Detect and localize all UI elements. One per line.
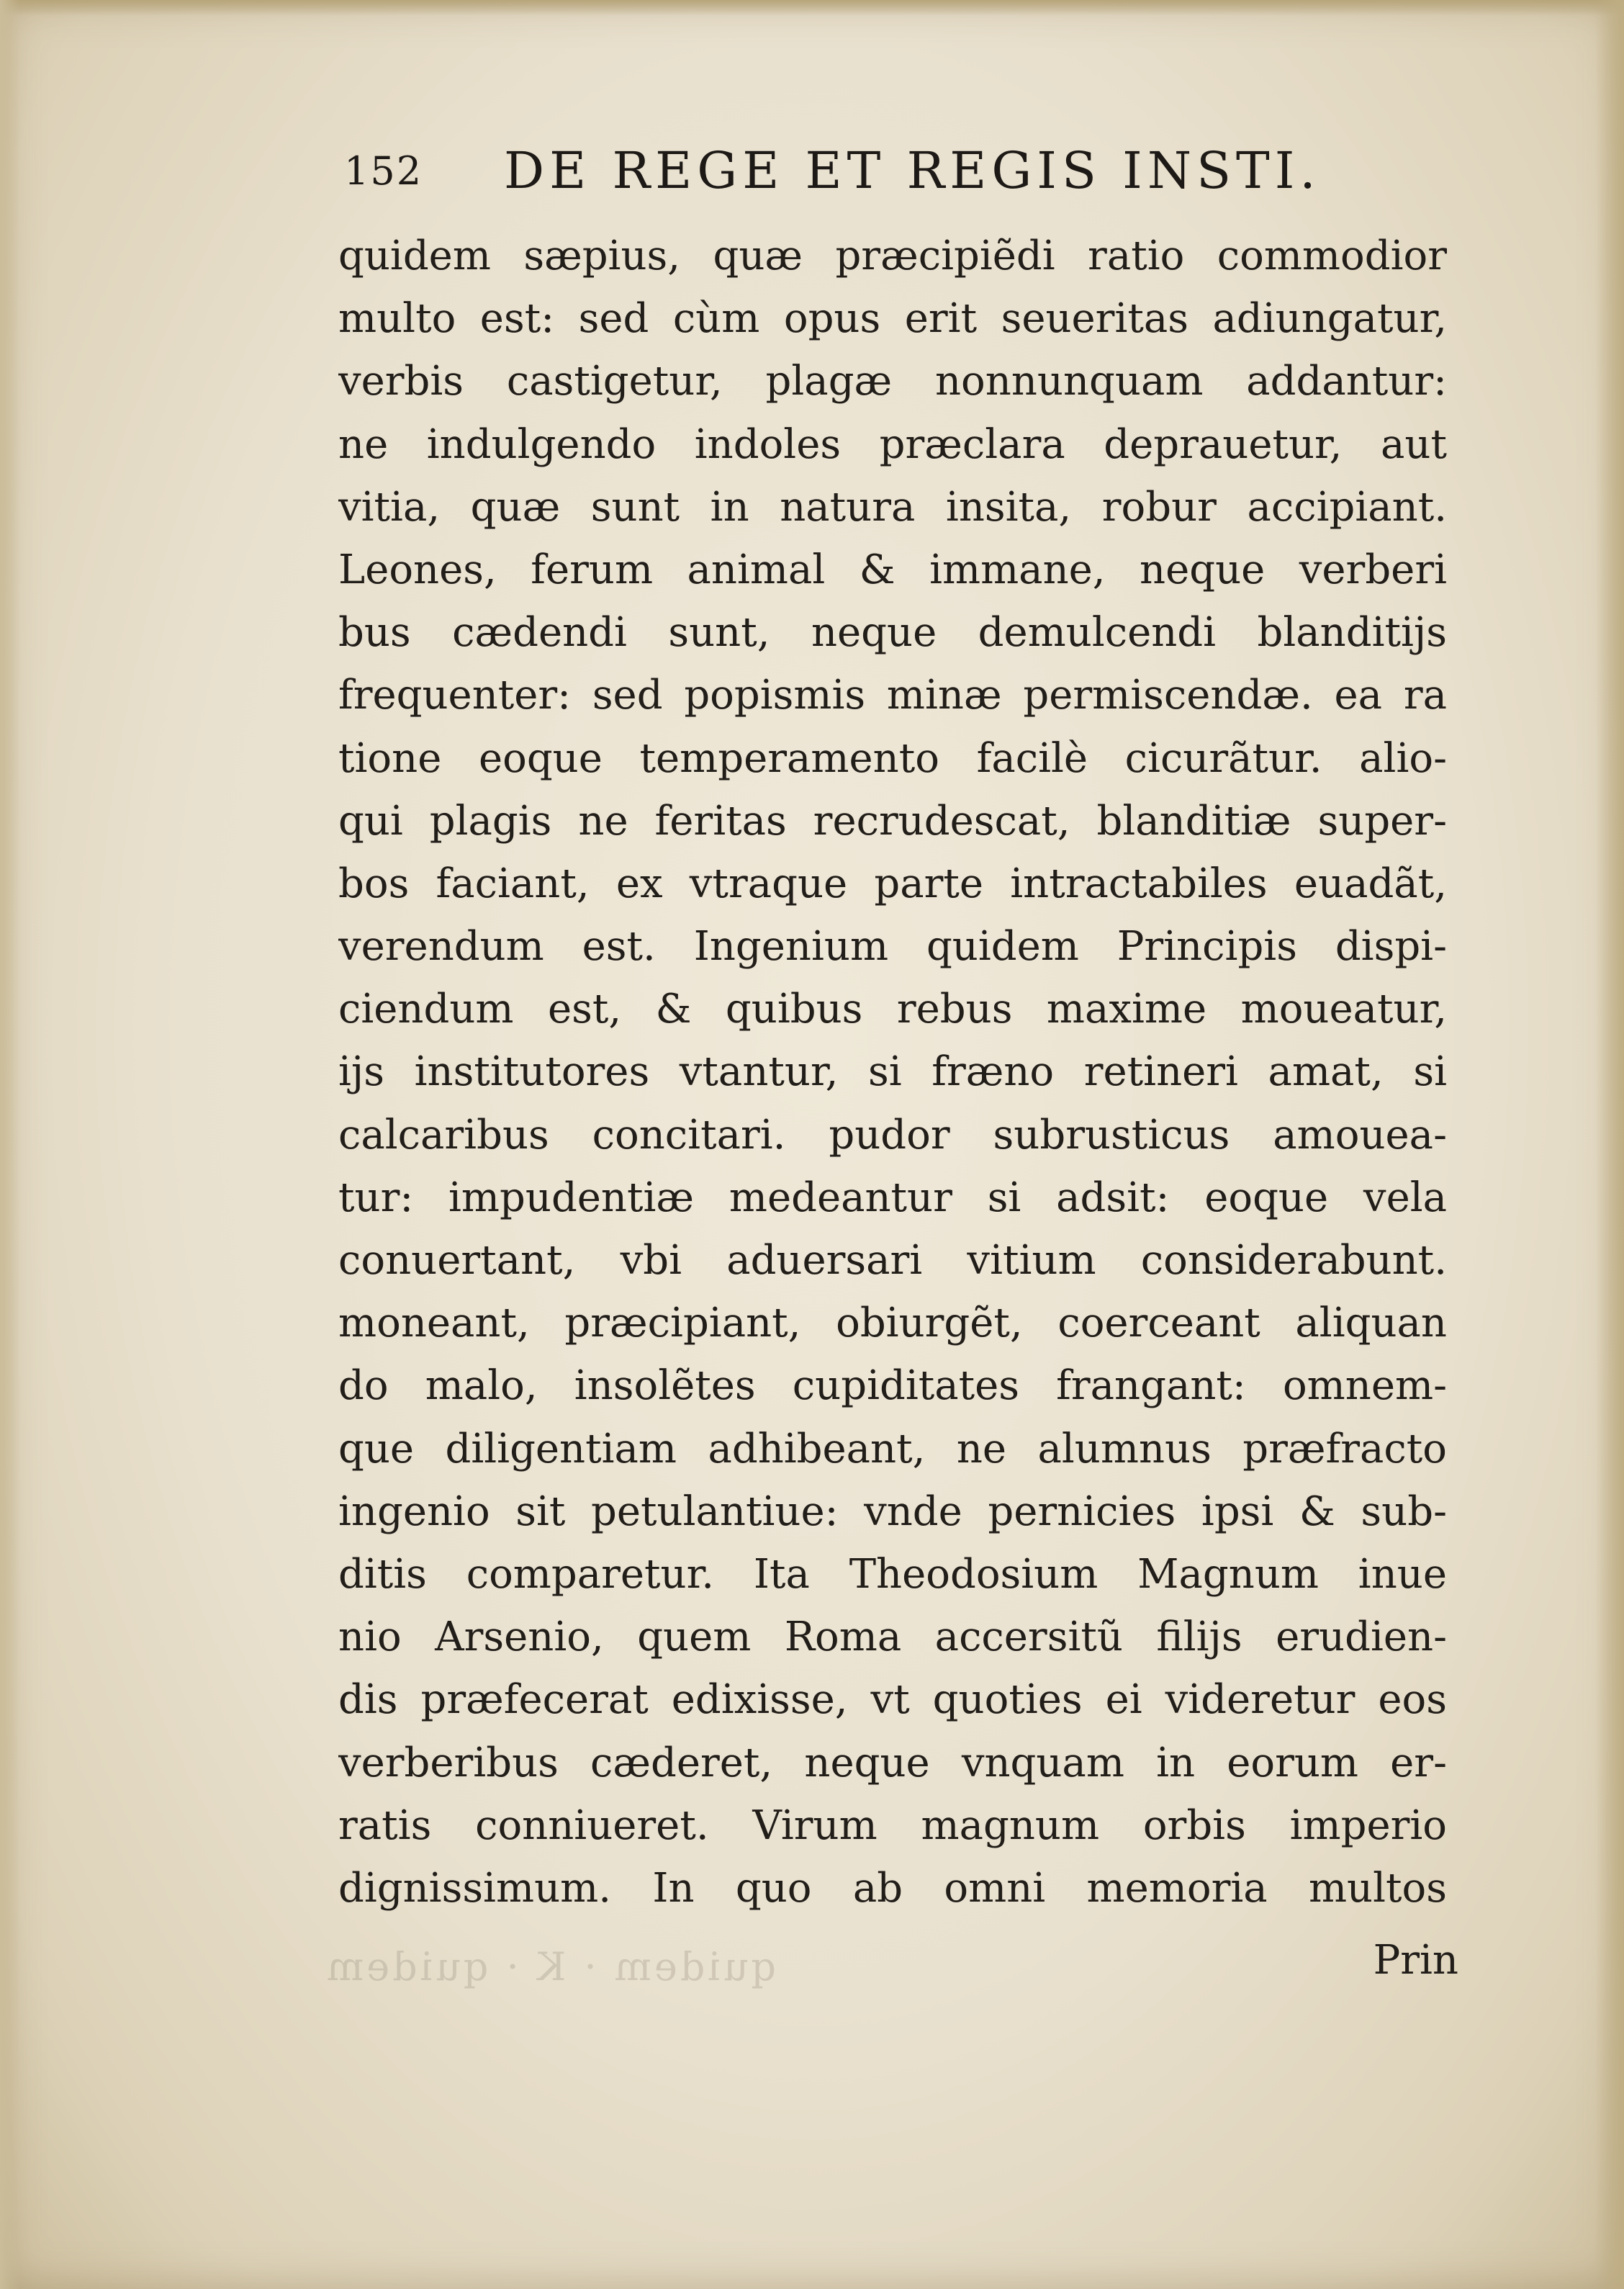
text-line: ne indulgendo indoles præclara deprauetur, aut — [338, 421, 1447, 468]
text-line: Leones, ferum animal & immane, neque verberi — [338, 546, 1447, 593]
text-line: vitia, quæ sunt in natura insita, robur accipiant. — [338, 483, 1447, 531]
text-line: ratis conniueret. Virum magnum orbis imperio — [338, 1802, 1447, 1849]
running-head: DE REGE ET REGIS INSTI. — [504, 141, 1321, 200]
catchword: Prin — [1373, 1937, 1458, 1984]
page-edge-top — [0, 0, 1624, 16]
text-line: moneant, præcipiant, obiurgẽt, coerceant aliquan — [338, 1300, 1447, 1347]
text-line: tur: impudentiæ medeantur si adsit: eoque vela — [338, 1174, 1447, 1221]
text-line: bus cædendi sunt, neque demulcendi blanditijs — [338, 609, 1447, 657]
text-line: dis præfecerat edixisse, vt quoties ei videretur eos — [338, 1676, 1447, 1724]
page-edge-left — [0, 0, 20, 2289]
text-line: ciendum est, & quibus rebus maxime moueatur, — [338, 986, 1447, 1033]
text-line: verbis castigetur, plagæ nonnunquam addantur: — [338, 358, 1447, 405]
text-line: verendum est. Ingenium quidem Principis dispi- — [338, 923, 1447, 971]
text-line: frequenter: sed popismis minæ permiscendæ. ea ra — [338, 672, 1447, 719]
text-line: bos faciant, ex vtraque parte intractabiles euadãt, — [338, 860, 1447, 907]
text-line: tione eoque temperamento facilè cicurãtur. alio- — [338, 734, 1447, 782]
text-line: que diligentiam adhibeant, ne alumnus præfracto — [338, 1425, 1447, 1472]
text-line: verberibus cæderet, neque vnquam in eorum er- — [338, 1739, 1447, 1786]
page-edge-right — [1595, 0, 1624, 2289]
text-line: dignissimum. In quo ab omni memoria multos — [338, 1864, 1447, 1912]
text-line: ditis comparetur. Ita Theodosium Magnum inue — [338, 1550, 1447, 1598]
show-through-ghost: quidem · K · quidem — [324, 1944, 777, 1989]
page-number: 152 — [344, 148, 423, 194]
page-header — [344, 141, 1445, 206]
text-line: quidem sæpius, quæ præcipiẽdi ratio commodior — [338, 233, 1447, 279]
text-line: ingenio sit petulantiue: vnde pernicies ipsi & sub- — [338, 1488, 1447, 1535]
text-line: do malo, insolẽtes cupiditates frangant: omnem- — [338, 1362, 1447, 1410]
text-line: qui plagis ne feritas recrudescat, blanditiæ super- — [338, 797, 1447, 845]
text-line: conuertant, vbi aduersari vitium considerabunt. — [338, 1237, 1447, 1284]
text-line: calcaribus concitari. pudor subrusticus amouea- — [338, 1111, 1447, 1159]
text-line: nio Arsenio, quem Roma accersitũ filijs erudien- — [338, 1614, 1447, 1661]
body-text — [338, 225, 1447, 1920]
text-line: multo est: sed cùm opus erit seueritas adiungatur, — [338, 295, 1447, 343]
text-line: ijs institutores vtantur, si fræno retineri amat, si — [338, 1048, 1447, 1096]
